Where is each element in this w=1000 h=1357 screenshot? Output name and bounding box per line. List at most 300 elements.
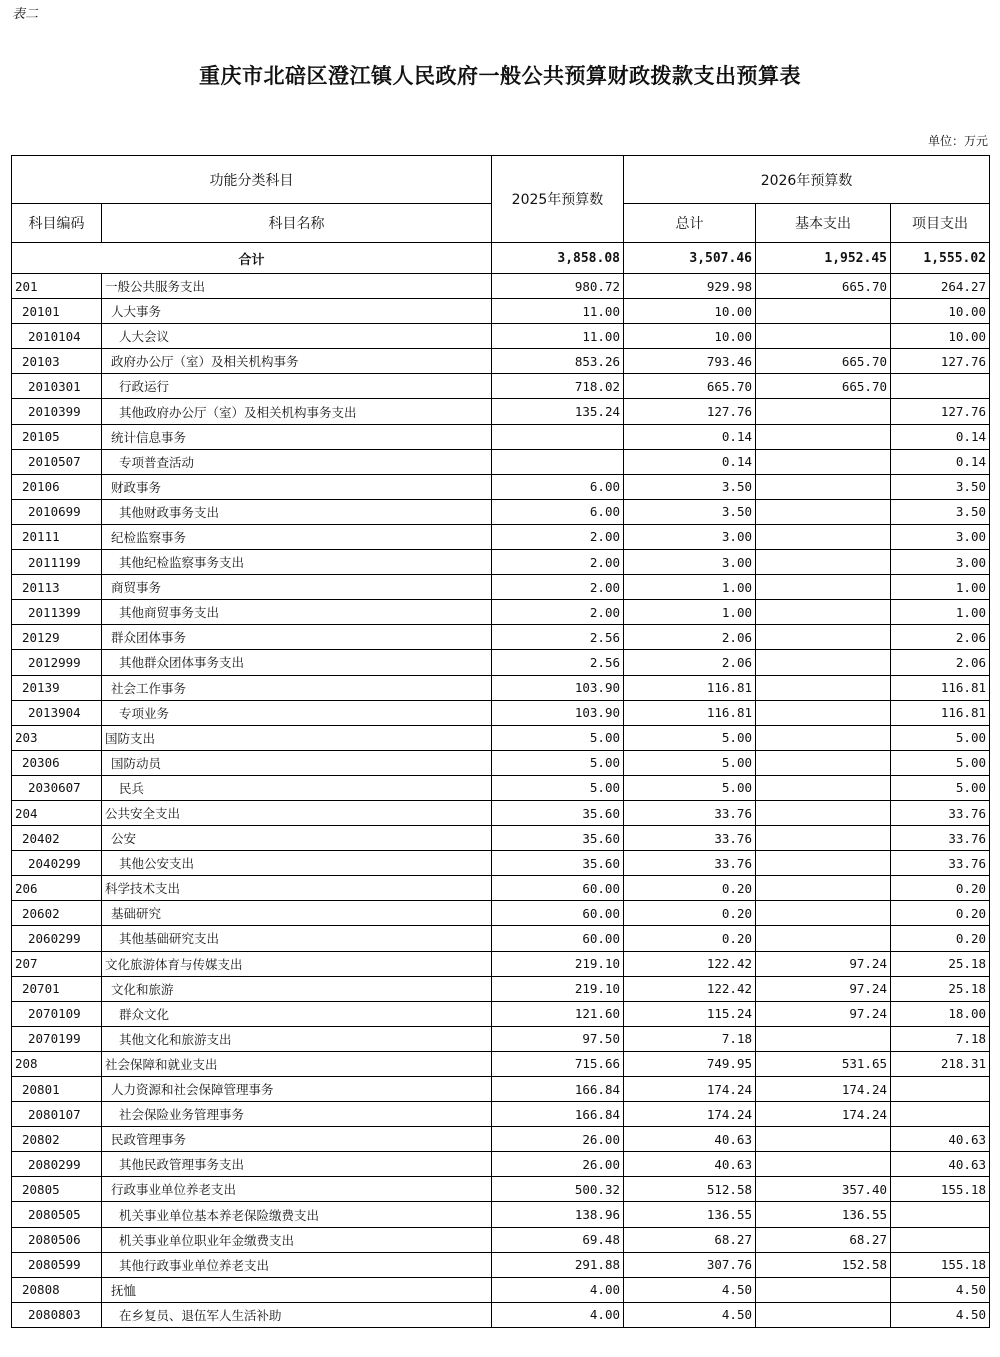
subject-code-cell: 20306 [12, 750, 102, 775]
budget-2026-basic-cell [756, 299, 891, 324]
budget-2025-cell: 35.60 [492, 826, 624, 851]
budget-2026-total-cell: 0.14 [624, 449, 756, 474]
budget-2025-cell: 35.60 [492, 800, 624, 825]
header-total: 总计 [624, 204, 756, 243]
subject-name-cell: 统计信息事务 [102, 424, 492, 449]
subject-name-cell: 文化和旅游 [102, 976, 492, 1001]
budget-2025-cell: 60.00 [492, 926, 624, 951]
subject-code-cell: 20139 [12, 675, 102, 700]
budget-2026-basic-cell [756, 876, 891, 901]
table-row [12, 550, 990, 575]
budget-2026-total-cell: 40.63 [624, 1127, 756, 1152]
subject-code-cell: 201 [12, 274, 102, 299]
budget-2026-project-cell: 127.76 [891, 349, 990, 374]
subject-code-cell: 20111 [12, 524, 102, 549]
subject-code-cell: 2070109 [12, 1001, 102, 1026]
table-row [12, 926, 990, 951]
subject-code-cell: 20402 [12, 826, 102, 851]
budget-2026-project-cell: 10.00 [891, 324, 990, 349]
table-row [12, 876, 990, 901]
budget-2025-cell: 718.02 [492, 374, 624, 399]
subject-name-cell: 其他政府办公厅（室）及相关机构事务支出 [102, 399, 492, 424]
budget-2026-basic-cell [756, 675, 891, 700]
subject-name-cell: 在乡复员、退伍军人生活补助 [102, 1302, 492, 1327]
budget-2026-total-cell: 3.50 [624, 474, 756, 499]
budget-2026-basic-cell [756, 1302, 891, 1327]
subject-code-cell: 20106 [12, 474, 102, 499]
subject-code-cell: 2030607 [12, 775, 102, 800]
header-2026-budget: 2026年预算数 [624, 156, 990, 204]
budget-2025-cell: 4.00 [492, 1302, 624, 1327]
table-row [12, 399, 990, 424]
header-subject-code: 科目编码 [12, 204, 102, 243]
table-row [12, 600, 990, 625]
table-row [12, 625, 990, 650]
subject-code-cell: 20602 [12, 901, 102, 926]
table-row [12, 725, 990, 750]
budget-2026-basic-cell [756, 600, 891, 625]
budget-2026-project-cell: 25.18 [891, 976, 990, 1001]
budget-2026-total-cell: 174.24 [624, 1102, 756, 1127]
budget-2025-cell: 166.84 [492, 1077, 624, 1102]
total-2026-project: 1,555.02 [891, 243, 990, 274]
table-row [12, 650, 990, 675]
subject-code-cell: 204 [12, 800, 102, 825]
budget-2026-total-cell: 0.20 [624, 901, 756, 926]
budget-2026-project-cell: 18.00 [891, 1001, 990, 1026]
table-row [12, 1277, 990, 1302]
budget-2026-total-cell: 749.95 [624, 1051, 756, 1076]
budget-2025-cell: 500.32 [492, 1177, 624, 1202]
budget-2026-total-cell: 10.00 [624, 299, 756, 324]
budget-2026-project-cell: 0.20 [891, 926, 990, 951]
table-row [12, 1302, 990, 1327]
budget-2026-basic-cell [756, 449, 891, 474]
budget-2026-basic-cell: 665.70 [756, 374, 891, 399]
budget-2026-basic-cell: 665.70 [756, 349, 891, 374]
budget-2025-cell [492, 424, 624, 449]
subject-name-cell: 一般公共服务支出 [102, 274, 492, 299]
budget-2025-cell: 103.90 [492, 675, 624, 700]
table-row [12, 750, 990, 775]
budget-2025-cell: 138.96 [492, 1202, 624, 1227]
budget-2026-project-cell: 3.00 [891, 550, 990, 575]
subject-code-cell: 20129 [12, 625, 102, 650]
table-row [12, 449, 990, 474]
subject-code-cell: 20101 [12, 299, 102, 324]
budget-2026-total-cell: 10.00 [624, 324, 756, 349]
budget-2026-project-cell: 10.00 [891, 299, 990, 324]
subject-code-cell: 2080506 [12, 1227, 102, 1252]
subject-name-cell: 其他民政管理事务支出 [102, 1152, 492, 1177]
subject-name-cell: 社会工作事务 [102, 675, 492, 700]
subject-name-cell: 人力资源和社会保障管理事务 [102, 1077, 492, 1102]
budget-2026-project-cell: 25.18 [891, 951, 990, 976]
budget-2025-cell: 26.00 [492, 1152, 624, 1177]
budget-2025-cell: 2.00 [492, 600, 624, 625]
subject-name-cell: 机关事业单位基本养老保险缴费支出 [102, 1202, 492, 1227]
budget-2026-basic-cell [756, 575, 891, 600]
budget-2025-cell: 11.00 [492, 299, 624, 324]
budget-2026-project-cell: 264.27 [891, 274, 990, 299]
budget-2026-basic-cell: 97.24 [756, 1001, 891, 1026]
subject-name-cell: 公安 [102, 826, 492, 851]
budget-2025-cell: 6.00 [492, 499, 624, 524]
subject-code-cell: 2080599 [12, 1252, 102, 1277]
budget-2026-project-cell: 5.00 [891, 775, 990, 800]
budget-2026-total-cell: 5.00 [624, 725, 756, 750]
table-row [12, 826, 990, 851]
budget-2026-basic-cell [756, 725, 891, 750]
subject-name-cell: 社会保障和就业支出 [102, 1051, 492, 1076]
subject-code-cell: 2010104 [12, 324, 102, 349]
budget-2026-basic-cell [756, 775, 891, 800]
budget-2026-total-cell: 3.00 [624, 550, 756, 575]
budget-2026-project-cell: 155.18 [891, 1177, 990, 1202]
budget-2026-total-cell: 665.70 [624, 374, 756, 399]
subject-name-cell: 专项业务 [102, 700, 492, 725]
subject-name-cell: 民兵 [102, 775, 492, 800]
budget-2026-basic-cell [756, 424, 891, 449]
budget-2026-project-cell: 33.76 [891, 826, 990, 851]
budget-2025-cell [492, 449, 624, 474]
subject-code-cell: 20105 [12, 424, 102, 449]
budget-2026-total-cell: 4.50 [624, 1277, 756, 1302]
budget-2026-total-cell: 1.00 [624, 600, 756, 625]
table-row [12, 274, 990, 299]
page-title: 重庆市北碚区澄江镇人民政府一般公共预算财政拨款支出预算表 [199, 63, 801, 88]
subject-code-cell: 20802 [12, 1127, 102, 1152]
subject-name-cell: 其他财政事务支出 [102, 499, 492, 524]
subject-name-cell: 科学技术支出 [102, 876, 492, 901]
budget-2026-basic-cell [756, 625, 891, 650]
budget-2026-total-cell: 116.81 [624, 700, 756, 725]
budget-2026-project-cell: 155.18 [891, 1252, 990, 1277]
subject-name-cell: 政府办公厅（室）及相关机构事务 [102, 349, 492, 374]
total-label: 合计 [12, 243, 492, 274]
budget-2025-cell: 5.00 [492, 750, 624, 775]
budget-2026-total-cell: 2.06 [624, 650, 756, 675]
budget-2026-total-cell: 0.14 [624, 424, 756, 449]
budget-2026-total-cell: 5.00 [624, 750, 756, 775]
subject-code-cell: 2080803 [12, 1302, 102, 1327]
budget-2025-cell: 4.00 [492, 1277, 624, 1302]
table-row [12, 324, 990, 349]
budget-2025-cell: 11.00 [492, 324, 624, 349]
budget-2025-cell: 5.00 [492, 775, 624, 800]
budget-2026-basic-cell [756, 324, 891, 349]
budget-2025-cell: 291.88 [492, 1252, 624, 1277]
budget-2026-basic-cell [756, 1152, 891, 1177]
budget-2025-cell: 97.50 [492, 1026, 624, 1051]
subject-name-cell: 人大会议 [102, 324, 492, 349]
budget-2026-total-cell: 512.58 [624, 1177, 756, 1202]
subject-code-cell: 2011399 [12, 600, 102, 625]
table-row [12, 1177, 990, 1202]
budget-2025-cell: 715.66 [492, 1051, 624, 1076]
subject-name-cell: 财政事务 [102, 474, 492, 499]
budget-2026-project-cell: 4.50 [891, 1302, 990, 1327]
budget-2026-project-cell: 40.63 [891, 1127, 990, 1152]
budget-2025-cell: 60.00 [492, 901, 624, 926]
table-row [12, 1077, 990, 1102]
subject-code-cell: 2010507 [12, 449, 102, 474]
table-row [12, 1152, 990, 1177]
subject-code-cell: 20701 [12, 976, 102, 1001]
budget-2025-cell: 166.84 [492, 1102, 624, 1127]
budget-2026-basic-cell [756, 524, 891, 549]
budget-2025-cell: 219.10 [492, 976, 624, 1001]
budget-2026-total-cell: 174.24 [624, 1077, 756, 1102]
budget-2026-project-cell: 0.20 [891, 901, 990, 926]
table-row [12, 951, 990, 976]
subject-code-cell: 2010699 [12, 499, 102, 524]
budget-2026-project-cell: 127.76 [891, 399, 990, 424]
budget-2026-project-cell: 2.06 [891, 625, 990, 650]
subject-name-cell: 基础研究 [102, 901, 492, 926]
subject-name-cell: 其他纪检监察事务支出 [102, 550, 492, 575]
budget-2025-cell: 35.60 [492, 851, 624, 876]
budget-2026-project-cell: 33.76 [891, 800, 990, 825]
subject-code-cell: 2012999 [12, 650, 102, 675]
total-2026-basic: 1,952.45 [756, 243, 891, 274]
budget-2026-project-cell: 116.81 [891, 675, 990, 700]
budget-2026-basic-cell: 174.24 [756, 1102, 891, 1127]
subject-name-cell: 行政事业单位养老支出 [102, 1177, 492, 1202]
header-basic-expenditure: 基本支出 [756, 204, 891, 243]
budget-2026-project-cell: 0.20 [891, 876, 990, 901]
budget-2026-total-cell: 122.42 [624, 951, 756, 976]
table-row [12, 349, 990, 374]
budget-2025-cell: 26.00 [492, 1127, 624, 1152]
subject-name-cell: 行政运行 [102, 374, 492, 399]
subject-code-cell: 206 [12, 876, 102, 901]
table-row [12, 675, 990, 700]
budget-2025-cell: 5.00 [492, 725, 624, 750]
subject-name-cell: 文化旅游体育与传媒支出 [102, 951, 492, 976]
budget-2026-basic-cell [756, 399, 891, 424]
budget-2025-cell: 103.90 [492, 700, 624, 725]
budget-2026-total-cell: 307.76 [624, 1252, 756, 1277]
budget-2026-project-cell: 4.50 [891, 1277, 990, 1302]
table-row [12, 299, 990, 324]
budget-2026-basic-cell: 97.24 [756, 951, 891, 976]
budget-2025-cell: 6.00 [492, 474, 624, 499]
table-row [12, 1001, 990, 1026]
subject-code-cell: 2080107 [12, 1102, 102, 1127]
table-row [12, 575, 990, 600]
table-row [12, 1026, 990, 1051]
subject-code-cell: 20805 [12, 1177, 102, 1202]
budget-2026-total-cell: 68.27 [624, 1227, 756, 1252]
budget-2025-cell: 2.00 [492, 550, 624, 575]
budget-2025-cell: 980.72 [492, 274, 624, 299]
subject-name-cell: 国防动员 [102, 750, 492, 775]
budget-2026-total-cell: 0.20 [624, 926, 756, 951]
budget-2026-project-cell: 1.00 [891, 575, 990, 600]
budget-2025-cell: 2.56 [492, 625, 624, 650]
budget-2026-basic-cell: 97.24 [756, 976, 891, 1001]
subject-code-cell: 2080299 [12, 1152, 102, 1177]
budget-2026-total-cell: 929.98 [624, 274, 756, 299]
subject-code-cell: 2040299 [12, 851, 102, 876]
header-subject-name: 科目名称 [102, 204, 492, 243]
subject-name-cell: 民政管理事务 [102, 1127, 492, 1152]
table-row [12, 374, 990, 399]
table-row [12, 474, 990, 499]
subject-name-cell: 群众文化 [102, 1001, 492, 1026]
budget-2026-total-cell: 40.63 [624, 1152, 756, 1177]
subject-code-cell: 2013904 [12, 700, 102, 725]
budget-2025-cell: 60.00 [492, 876, 624, 901]
subject-name-cell: 其他基础研究支出 [102, 926, 492, 951]
budget-2025-cell: 2.56 [492, 650, 624, 675]
budget-2026-project-cell: 3.00 [891, 524, 990, 549]
subject-name-cell: 公共安全支出 [102, 800, 492, 825]
budget-2026-total-cell: 4.50 [624, 1302, 756, 1327]
header-functional-category: 功能分类科目 [12, 156, 492, 204]
table-row [12, 775, 990, 800]
total-2025: 3,858.08 [492, 243, 624, 274]
budget-2025-cell: 135.24 [492, 399, 624, 424]
subject-code-cell: 20113 [12, 575, 102, 600]
subject-name-cell: 群众团体事务 [102, 625, 492, 650]
budget-2026-project-cell: 40.63 [891, 1152, 990, 1177]
subject-code-cell: 2010399 [12, 399, 102, 424]
subject-code-cell: 20808 [12, 1277, 102, 1302]
subject-code-cell: 20801 [12, 1077, 102, 1102]
subject-code-cell: 208 [12, 1051, 102, 1076]
budget-2026-project-cell: 0.14 [891, 424, 990, 449]
budget-2026-project-cell: 3.50 [891, 499, 990, 524]
subject-name-cell: 抚恤 [102, 1277, 492, 1302]
budget-2026-project-cell [891, 1077, 990, 1102]
budget-2026-project-cell [891, 1102, 990, 1127]
budget-2026-total-cell: 33.76 [624, 800, 756, 825]
subject-name-cell: 机关事业单位职业年金缴费支出 [102, 1227, 492, 1252]
budget-2026-total-cell: 793.46 [624, 349, 756, 374]
unit-label: 单位：万元 [927, 134, 988, 148]
budget-2026-project-cell: 1.00 [891, 600, 990, 625]
budget-2026-total-cell: 3.00 [624, 524, 756, 549]
budget-2026-basic-cell: 174.24 [756, 1077, 891, 1102]
subject-name-cell: 其他文化和旅游支出 [102, 1026, 492, 1051]
budget-2025-cell: 219.10 [492, 951, 624, 976]
header-project-expenditure: 项目支出 [891, 204, 990, 243]
subject-code-cell: 2010301 [12, 374, 102, 399]
budget-2026-basic-cell [756, 750, 891, 775]
subject-name-cell: 商贸事务 [102, 575, 492, 600]
budget-2026-total-cell: 2.06 [624, 625, 756, 650]
table-row [12, 1102, 990, 1127]
budget-2026-project-cell: 3.50 [891, 474, 990, 499]
budget-2026-project-cell: 2.06 [891, 650, 990, 675]
budget-2026-project-cell: 116.81 [891, 700, 990, 725]
budget-2026-basic-cell [756, 901, 891, 926]
budget-2026-project-cell [891, 374, 990, 399]
table-row [12, 851, 990, 876]
table-row [12, 976, 990, 1001]
header-2025-budget: 2025年预算数 [492, 156, 624, 243]
budget-2026-project-cell: 7.18 [891, 1026, 990, 1051]
table-row [12, 800, 990, 825]
budget-2025-cell: 2.00 [492, 575, 624, 600]
table-row [12, 424, 990, 449]
budget-2026-basic-cell: 136.55 [756, 1202, 891, 1227]
subject-name-cell: 国防支出 [102, 725, 492, 750]
table-row [12, 901, 990, 926]
subject-code-cell: 2060299 [12, 926, 102, 951]
budget-2026-project-cell: 0.14 [891, 449, 990, 474]
budget-2026-total-cell: 7.18 [624, 1026, 756, 1051]
subject-code-cell: 2070199 [12, 1026, 102, 1051]
subject-code-cell: 2080505 [12, 1202, 102, 1227]
budget-2026-total-cell: 116.81 [624, 675, 756, 700]
budget-2026-basic-cell [756, 700, 891, 725]
budget-2026-total-cell: 127.76 [624, 399, 756, 424]
subject-name-cell: 其他行政事业单位养老支出 [102, 1252, 492, 1277]
budget-2026-basic-cell [756, 826, 891, 851]
budget-2025-cell: 69.48 [492, 1227, 624, 1252]
table-row [12, 1202, 990, 1227]
budget-2026-total-cell: 33.76 [624, 851, 756, 876]
subject-name-cell: 社会保险业务管理事务 [102, 1102, 492, 1127]
budget-2026-basic-cell: 665.70 [756, 274, 891, 299]
budget-2026-project-cell: 218.31 [891, 1051, 990, 1076]
budget-2026-basic-cell [756, 926, 891, 951]
subject-name-cell: 其他群众团体事务支出 [102, 650, 492, 675]
budget-2025-cell: 121.60 [492, 1001, 624, 1026]
budget-2026-basic-cell [756, 1277, 891, 1302]
budget-2026-basic-cell: 531.65 [756, 1051, 891, 1076]
subject-code-cell: 20103 [12, 349, 102, 374]
budget-2026-project-cell: 5.00 [891, 725, 990, 750]
subject-code-cell: 2011199 [12, 550, 102, 575]
total-2026-total: 3,507.46 [624, 243, 756, 274]
budget-2026-total-cell: 136.55 [624, 1202, 756, 1227]
budget-2025-cell: 853.26 [492, 349, 624, 374]
budget-2026-basic-cell [756, 474, 891, 499]
budget-2026-basic-cell [756, 1127, 891, 1152]
budget-2026-basic-cell: 152.58 [756, 1252, 891, 1277]
table-row [12, 700, 990, 725]
budget-2026-basic-cell [756, 550, 891, 575]
budget-2026-total-cell: 5.00 [624, 775, 756, 800]
budget-2025-cell: 2.00 [492, 524, 624, 549]
budget-2026-total-cell: 33.76 [624, 826, 756, 851]
budget-2026-total-cell: 122.42 [624, 976, 756, 1001]
budget-2026-basic-cell [756, 851, 891, 876]
table-row [12, 1252, 990, 1277]
budget-2026-total-cell: 1.00 [624, 575, 756, 600]
subject-name-cell: 专项普查活动 [102, 449, 492, 474]
budget-2026-total-cell: 115.24 [624, 1001, 756, 1026]
table-row [12, 524, 990, 549]
budget-2026-basic-cell: 357.40 [756, 1177, 891, 1202]
budget-2026-project-cell [891, 1202, 990, 1227]
subject-name-cell: 纪检监察事务 [102, 524, 492, 549]
budget-2026-project-cell [891, 1227, 990, 1252]
subject-code-cell: 207 [12, 951, 102, 976]
budget-2026-basic-cell [756, 499, 891, 524]
subject-name-cell: 其他商贸事务支出 [102, 600, 492, 625]
budget-2026-project-cell: 5.00 [891, 750, 990, 775]
subject-name-cell: 人大事务 [102, 299, 492, 324]
subject-code-cell: 203 [12, 725, 102, 750]
table-row [12, 1227, 990, 1252]
budget-2026-basic-cell [756, 800, 891, 825]
table-number-label: 表二 [12, 7, 39, 22]
